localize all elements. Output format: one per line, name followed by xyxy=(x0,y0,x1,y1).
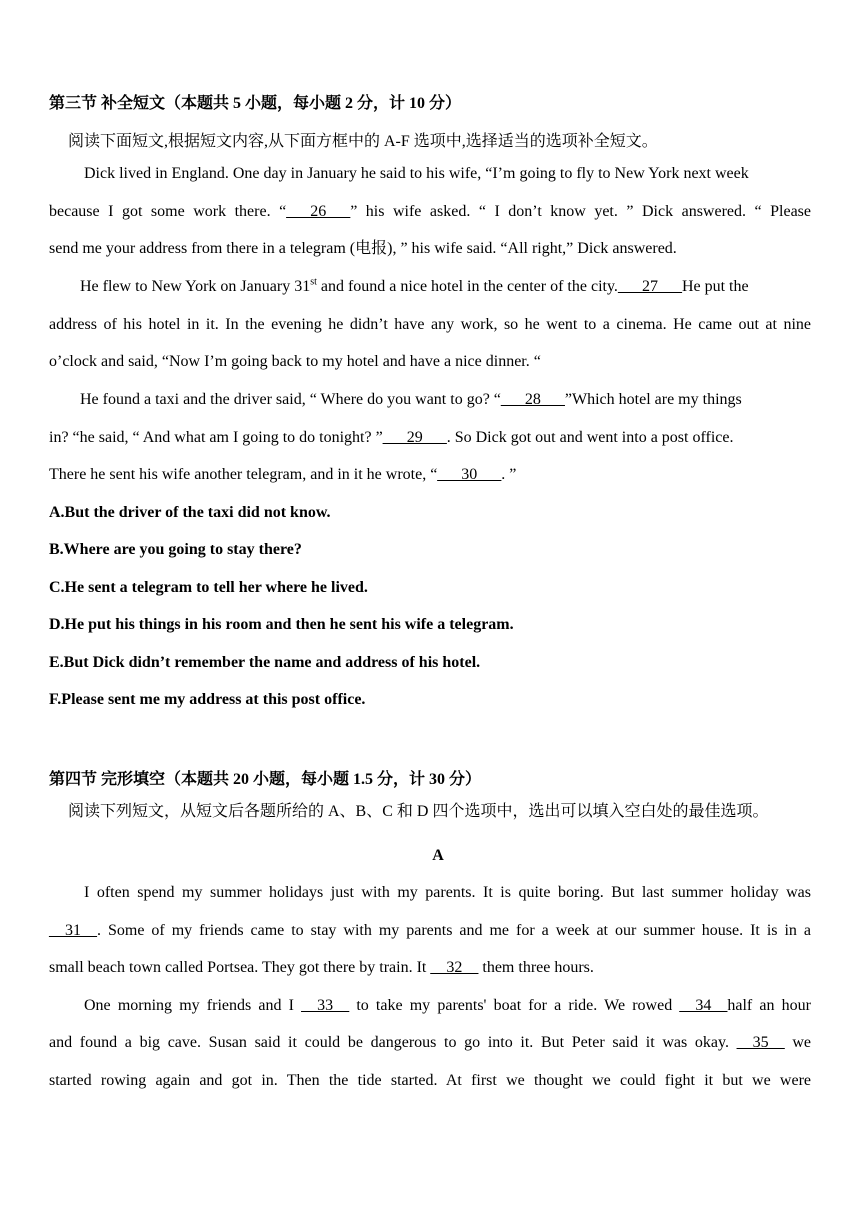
blank-31: __31__ xyxy=(49,922,97,939)
text-run: One morning my friends and I xyxy=(84,997,302,1014)
text-run: ”Which hotel are my things xyxy=(564,391,742,408)
text-run: ” his wife asked. “ I don’t know yet. ” Dick answered. “ Please xyxy=(350,203,812,220)
text-run: in? “he said, “ And what am I going to do tonight? ” xyxy=(49,429,383,446)
blank-29: ___29___ xyxy=(382,429,447,446)
passage-line: I often spend my summer holidays just with my parents. It is quite boring. But last summer holiday was xyxy=(84,884,811,901)
passage-line: send me your address from there in a telegram (电报), ” his wife said. “All right,” Dick answered. xyxy=(49,240,677,257)
blank-28: ___28___ xyxy=(500,391,565,408)
section4-heading: 第四节 完形填空（本题共 20 小题，每小题 1.5 分，计 30 分） xyxy=(49,771,482,788)
passage-line: Dick lived in England. One day in January he said to his wife, “I’m going to fly to New York next week xyxy=(84,165,749,182)
text-run: He found a taxi and the driver said, “ Where do you want to go? “ xyxy=(80,391,501,408)
option-f: F.Please sent me my address at this post office. xyxy=(49,691,366,708)
passage-label: A xyxy=(432,847,444,864)
passage-line xyxy=(49,428,811,448)
text-run: small beach town called Portsea. They got there by train. It xyxy=(49,959,431,976)
blank-30: ___30___ xyxy=(437,466,502,483)
text-run: and found a nice hotel in the center of the city. xyxy=(316,278,618,295)
text-run: . So Dick got out and went into a post office. xyxy=(446,429,734,446)
passage-line: address of his hotel in it. In the evening he didn’t have any work, so he went to a cinema. He came out at nine xyxy=(49,316,811,333)
blank-26: ___26___ xyxy=(286,203,351,220)
superscript: st xyxy=(310,276,317,288)
blank-33: __33__ xyxy=(301,997,350,1014)
text-run: we xyxy=(784,1034,812,1051)
text-run: . ” xyxy=(501,466,517,483)
option-c: C.He sent a telegram to tell her where he lived. xyxy=(49,579,368,596)
text-run: and found a big cave. Susan said it could be dangerous to go into it. But Peter said it was okay. xyxy=(49,1034,737,1051)
blank-27: ___27___ xyxy=(617,278,682,295)
passage-line xyxy=(84,996,811,1016)
passage-line: started rowing again and got in. Then the tide started. At first we thought we could fight it but we were xyxy=(49,1072,811,1089)
blank-35: __35__ xyxy=(736,1034,785,1051)
passage-line xyxy=(49,465,811,485)
option-a: A.But the driver of the taxi did not know. xyxy=(49,504,331,521)
text-run: to take my parents' boat for a ride. We rowed xyxy=(349,997,680,1014)
blank-32: __32__ xyxy=(430,959,479,976)
text-run: because I got some work there. “ xyxy=(49,203,287,220)
passage-line xyxy=(49,1033,811,1053)
text-run: half an hour xyxy=(727,997,812,1014)
option-e: E.But Dick didn’t remember the name and address of his hotel. xyxy=(49,654,481,671)
passage-line xyxy=(80,277,811,297)
passage-line: o’clock and said, “Now I’m going back to my hotel and have a nice dinner. “ xyxy=(49,353,541,370)
text-run: He put the xyxy=(681,278,749,295)
text-run: There he sent his wife another telegram, and in it he wrote, “ xyxy=(49,466,438,483)
option-b: B.Where are you going to stay there? xyxy=(49,541,302,558)
text-run: He flew to New York on January 31 xyxy=(80,278,311,295)
section3-instruction: 阅读下面短文,根据短文内容,从下面方框中的 A-F 选项中,选择适当的选项补全短文。 xyxy=(68,133,658,150)
text-run: them three hours. xyxy=(478,959,594,976)
section4-instruction: 阅读下列短文，从短文后各题所给的 A、B、C 和 D 四个选项中，选出可以填入空白处的最佳选项。 xyxy=(68,803,769,820)
section3-heading: 第三节 补全短文（本题共 5 小题，每小题 2 分，计 10 分） xyxy=(49,95,462,112)
option-d: D.He put his things in his room and then he sent his wife a telegram. xyxy=(49,616,514,633)
text-run: . Some of my friends came to stay with my parents and me for a week at our summer house. It is in a xyxy=(97,922,811,939)
passage-line xyxy=(49,202,811,222)
passage-line xyxy=(49,921,811,941)
blank-34: __34__ xyxy=(679,997,728,1014)
passage-line xyxy=(49,958,811,978)
passage-line xyxy=(80,390,811,410)
